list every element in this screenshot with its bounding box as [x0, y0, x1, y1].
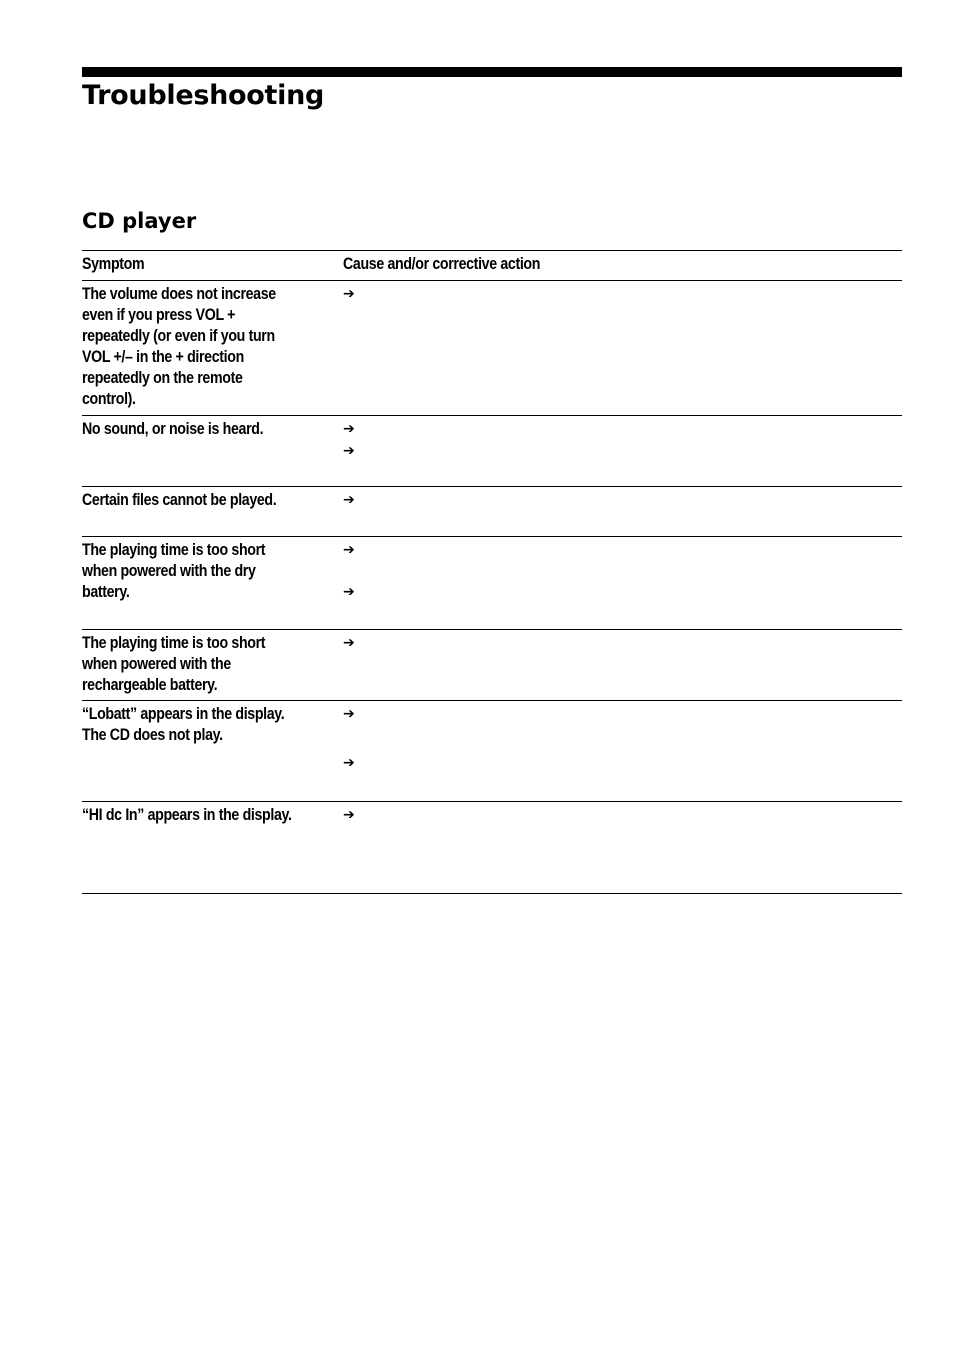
symptom-cell: No sound, or noise is heard. [82, 420, 264, 438]
table-row [82, 281, 902, 416]
symptom-cell: “HI dc In” appears in the display. [82, 806, 292, 824]
table-row [82, 537, 902, 630]
arrow-icon: ➔ [343, 443, 355, 459]
arrow-icon: ➔ [343, 706, 355, 722]
cause-cell [343, 701, 902, 802]
arrow-icon: ➔ [343, 421, 355, 437]
page-title: Troubleshooting [82, 80, 325, 111]
arrow-icon: ➔ [343, 286, 355, 302]
cause-cell [343, 537, 902, 630]
section-title: CD player [82, 209, 197, 233]
arrow-icon: ➔ [343, 807, 355, 823]
table-header-row [82, 251, 902, 281]
table-row [82, 701, 902, 802]
cause-cell [343, 416, 902, 487]
cause-cell [343, 802, 902, 894]
symptom-cell: The playing time is too short when powered with the rechargeable battery. [82, 634, 266, 694]
arrow-icon: ➔ [343, 542, 355, 558]
table-row [82, 487, 902, 537]
symptom-cell: Certain files cannot be played. [82, 491, 277, 509]
cause-column-header: Cause and/or corrective action [343, 255, 541, 273]
arrow-icon: ➔ [343, 755, 355, 771]
arrow-icon: ➔ [343, 635, 355, 651]
arrow-icon: ➔ [343, 584, 355, 600]
cause-cell [343, 487, 902, 537]
table-row [82, 416, 902, 487]
cause-cell [343, 630, 902, 701]
cause-cell [343, 281, 902, 416]
symptom-column-header: Symptom [82, 255, 145, 273]
troubleshooting-table [82, 250, 902, 894]
table-row [82, 802, 902, 894]
arrow-icon: ➔ [343, 492, 355, 508]
symptom-cell: “Lobatt” appears in the display. The CD does not play. [82, 705, 285, 744]
title-top-rule [82, 67, 902, 77]
symptom-cell: The volume does not increase even if you press VOL + repeatedly (or even if you turn VOL +/– in the + direction repeatedly on the remote control). [82, 285, 276, 408]
table-row [82, 630, 902, 701]
symptom-cell: The playing time is too short when powered with the dry battery. [82, 541, 266, 601]
